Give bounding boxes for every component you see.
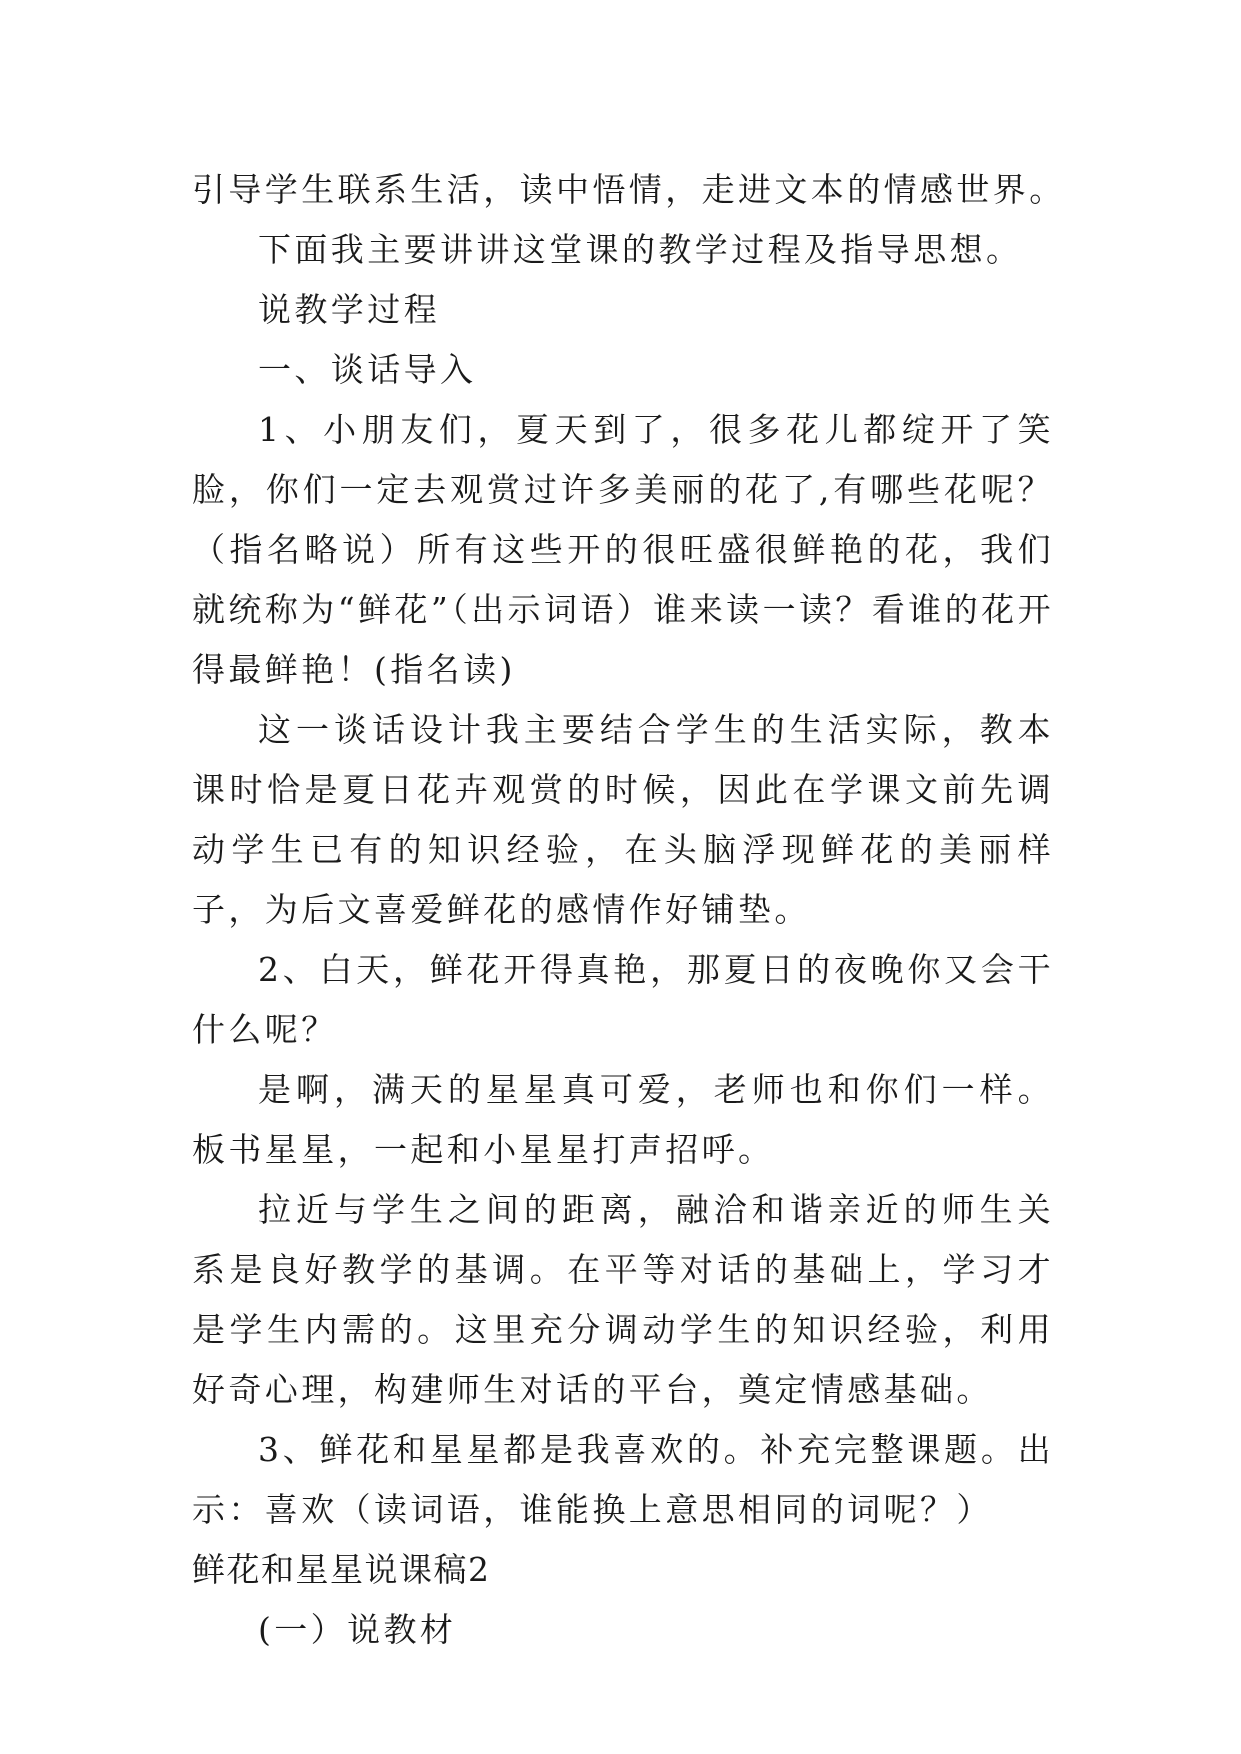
- document-section-title: 鲜花和星星说课稿2: [192, 1550, 491, 1589]
- paragraph-item-1: 1、小朋友们，夏天到了，很多花儿都绽开了笑脸，你们一定去观赏过许多美丽的花了,有哪些花呢？（指名略说）所有这些开的很旺盛很鲜艳的花，我们就统称为“鲜花”（出示词语）谁来读一读？看谁的花开得最鲜艳！(指名读): [192, 410, 1054, 689]
- paragraph-item-3: 3、鲜花和星星都是我喜欢的。补充完整课题。出示：喜欢（读词语，谁能换上意思相同的词呢？）: [192, 1430, 1054, 1529]
- paragraph-design-note-1: 这一谈话设计我主要结合学生的生活实际，教本课时恰是夏日花卉观赏的时候，因此在学课文前先调动学生已有的知识经验，在头脑浮现鲜花的美丽样子，为后文喜爱鲜花的感情作好铺垫。: [192, 710, 1054, 929]
- document-page: [192, 160, 1066, 1660]
- section-heading-process: 说教学过程: [258, 290, 440, 329]
- text-line-continuation: 引导学生联系生活，读中悟情，走进文本的情感世界。: [192, 170, 1066, 209]
- paragraph-design-note-2: 拉近与学生之间的距离，融洽和谐亲近的师生关系是良好教学的基调。在平等对话的基础上，学习才是学生内需的。这里充分调动学生的知识经验，利用好奇心理，构建师生对话的平台，奠定情感基础。: [192, 1190, 1054, 1409]
- text-line-intro: 下面我主要讲讲这堂课的教学过程及指导思想。: [258, 230, 1023, 269]
- subsection-title: (一）说教材: [258, 1610, 457, 1649]
- paragraph-item-2: 2、白天，鲜花开得真艳，那夏日的夜晚你又会干什么呢？: [192, 950, 1054, 1049]
- section-heading-intro-talk: 一、谈话导入: [258, 350, 477, 389]
- paragraph-stars: 是啊，满天的星星真可爱，老师也和你们一样。板书星星，一起和小星星打声招呼。: [192, 1070, 1054, 1169]
